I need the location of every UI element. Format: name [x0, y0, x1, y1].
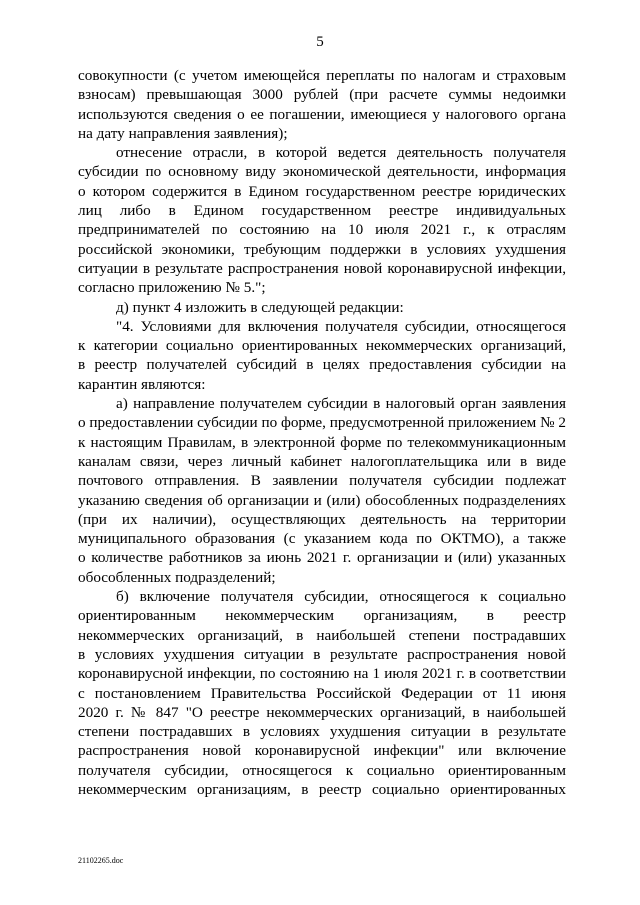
text-line: каналам связи, через личный кабинет налогоплательщика или в виде [78, 452, 566, 470]
text-line: б) включение получателя субсидии, относящегося к социально [116, 588, 566, 606]
text-line: с постановлением Правительства Российской Федерации от 11 июня [78, 684, 566, 702]
text-line: степени пострадавших в условиях ухудшения ситуации в результате [78, 723, 566, 741]
text-line: о котором содержится в Едином государственном реестре юридических [78, 182, 566, 200]
text-line: почтового отправления. В заявлении получателя субсидии подлежат [78, 472, 566, 490]
text-line: субсидии по основному виду экономической деятельности, информация [78, 163, 566, 181]
document-body [78, 66, 566, 799]
text-line: а) направление получателем субсидии в налоговый орган заявления [116, 395, 566, 413]
text-line: "4. Условиями для включения получателя субсидии, относящегося [116, 317, 566, 335]
text-line: отнесение отрасли, в которой ведется деятельность получателя [116, 144, 566, 162]
text-line: лиц либо в Едином государственном реестре индивидуальных [78, 202, 566, 220]
text-line: согласно приложению № 5."; [78, 279, 266, 297]
page-number: 5 [316, 34, 324, 50]
text-line: на дату направления заявления); [78, 124, 288, 142]
text-line: к категории социально ориентированных некоммерческих организаций, [78, 337, 566, 355]
text-line: ситуации в результате распространения новой коронавирусной инфекции, [78, 259, 566, 277]
text-line: к настоящим Правилам, в электронной форме по телекоммуникационным [78, 433, 566, 451]
text-line: используются сведения о ее погашении, имеющиеся у налогового органа [78, 105, 566, 123]
text-line: 2020 г. № 847 "О реестре некоммерческих организаций, в наибольшей [78, 703, 566, 721]
text-line: (при их наличии), осуществляющих деятельность на территории [78, 510, 566, 528]
text-line: предпринимателей по состоянию на 10 июля 2021 г., к отраслям [78, 221, 566, 239]
text-line: совокупности (с учетом имеющейся переплаты по налогам и страховым [78, 67, 566, 84]
text-line: распространения новой коронавирусной инфекции" или включение [78, 742, 566, 760]
text-line: о количестве работников за июнь 2021 г. организации и (или) указанных [78, 549, 566, 567]
text-line: карантин являются: [78, 375, 206, 393]
text-line: коронавирусной инфекции, по состоянию на 1 июля 2021 г. в соответствии [78, 665, 566, 683]
text-line: указанию сведения об организации и (или) обособленных подразделениях [78, 491, 566, 509]
text-line: некоммерческим организациям, в реестр социально ориентированных [78, 780, 566, 798]
text-line: ориентированным некоммерческим организациям, в реестр [78, 607, 566, 625]
text-line: о предоставлении субсидии по форме, предусмотренной приложением № 2 [78, 414, 566, 432]
text-line: муниципального образования (с указанием кода по ОКТМО), а также [78, 530, 566, 548]
text-line: получателя субсидии, относящегося к социально ориентированным [78, 761, 566, 779]
text-line: в условиях ухудшения ситуации в результате распространения новой [78, 645, 566, 663]
text-line: российской экономики, требующим поддержки в условиях ухудшения [78, 240, 566, 258]
text-line: обособленных подразделений; [78, 568, 276, 586]
document-footer-filename: 21102265.doc [78, 856, 124, 865]
text-line: взносам) превышающая 3000 рублей (при расчете суммы недоимки [78, 86, 566, 104]
text-line: д) пункт 4 изложить в следующей редакции: [116, 298, 404, 316]
text-line: в реестр получателей субсидий в целях предоставления субсидии на [78, 356, 566, 374]
text-line: некоммерческих организаций, в наибольшей степени пострадавших [78, 626, 566, 644]
